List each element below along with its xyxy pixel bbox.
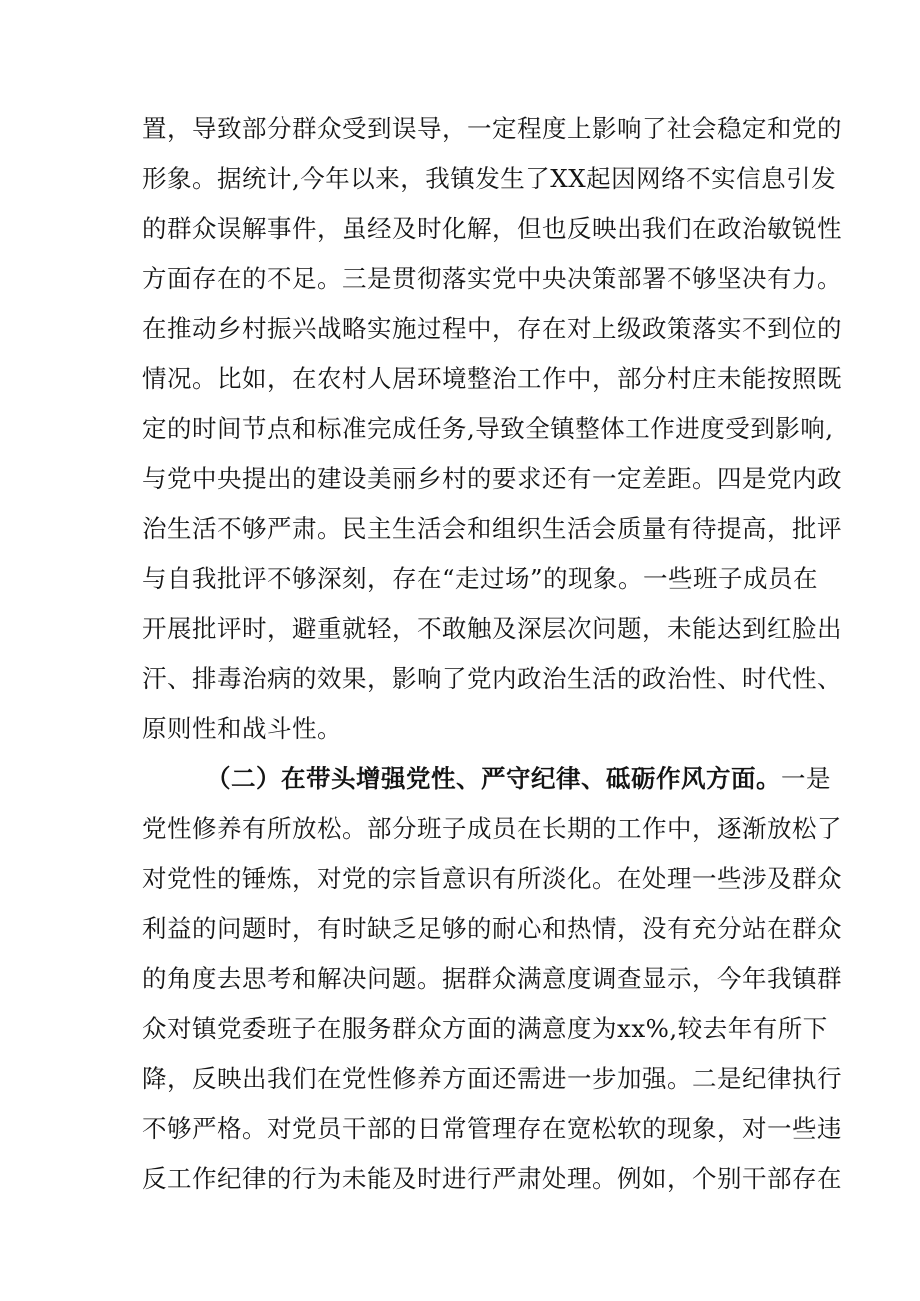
section-heading-tail: 一是 <box>781 764 831 793</box>
paragraph-1-line-9: 治生活不够严肃。民主生活会和组织生活会质量有待提高，批评 <box>142 514 842 543</box>
paragraph-2-line-4: 的角度去思考和解决问题。据群众满意度调查显示，今年我镇群 <box>142 964 842 993</box>
section-heading: （二）在带头增强党性、严守纪律、砥砺作风方面。 <box>206 764 781 793</box>
paragraph-1-line-1: 置，导致部分群众受到误导，一定程度上影响了社会稳定和党的 <box>142 114 842 143</box>
paragraph-1-line-6: 情况。比如，在农村人居环境整治工作中，部分村庄未能按照既 <box>142 364 842 393</box>
paragraph-2-line-3: 利益的问题时，有时缺乏足够的耐心和热情，没有充分站在群众 <box>142 914 842 943</box>
paragraph-1-line-8: 与党中央提出的建设美丽乡村的要求还有一定差距。四是党内政 <box>142 464 842 493</box>
paragraph-2-heading-line <box>206 761 831 797</box>
paragraph-2-line-5: 众对镇党委班子在服务群众方面的满意度为xx%,较去年有所下 <box>142 1014 828 1043</box>
paragraph-2-line-8: 反工作纪律的行为未能及时进行严肃处理。例如，个别干部存在 <box>142 1164 842 1193</box>
paragraph-1-line-10: 与自我批评不够深刻，存在“走过场”的现象。一些班子成员在 <box>142 564 819 593</box>
paragraph-2-line-2: 对党性的锤炼，对党的宗旨意识有所淡化。在处理一些涉及群众 <box>142 864 842 893</box>
paragraph-2-line-7: 不够严格。对党员干部的日常管理存在宽松软的现象，对一些违 <box>142 1114 842 1143</box>
paragraph-1-line-4: 方面存在的不足。三是贯彻落实党中央决策部署不够坚决有力。 <box>142 264 842 293</box>
paragraph-1-line-2: 形象。据统计,今年以来，我镇发生了XX起因网络不实信息引发 <box>142 164 837 193</box>
paragraph-1-line-13: 原则性和战斗性。 <box>142 714 342 743</box>
paragraph-2-line-6: 降，反映出我们在党性修养方面还需进一步加强。二是纪律执行 <box>142 1064 842 1093</box>
paragraph-1-line-3: 的群众误解事件，虽经及时化解，但也反映出我们在政治敏锐性 <box>142 214 842 243</box>
paragraph-1-line-11: 开展批评时，避重就轻，不敢触及深层次问题，未能达到红脸出 <box>142 614 842 643</box>
paragraph-1-line-12: 汗、排毒治病的效果，影响了党内政治生活的政治性、时代性、 <box>142 664 842 693</box>
paragraph-1-line-5: 在推动乡村振兴战略实施过程中，存在对上级政策落实不到位的 <box>142 314 842 343</box>
paragraph-2-line-1: 党性修养有所放松。部分班子成员在长期的工作中，逐渐放松了 <box>142 814 842 843</box>
paragraph-1-line-7: 定的时间节点和标准完成任务,导致全镇整体工作进度受到影响, <box>142 414 834 443</box>
